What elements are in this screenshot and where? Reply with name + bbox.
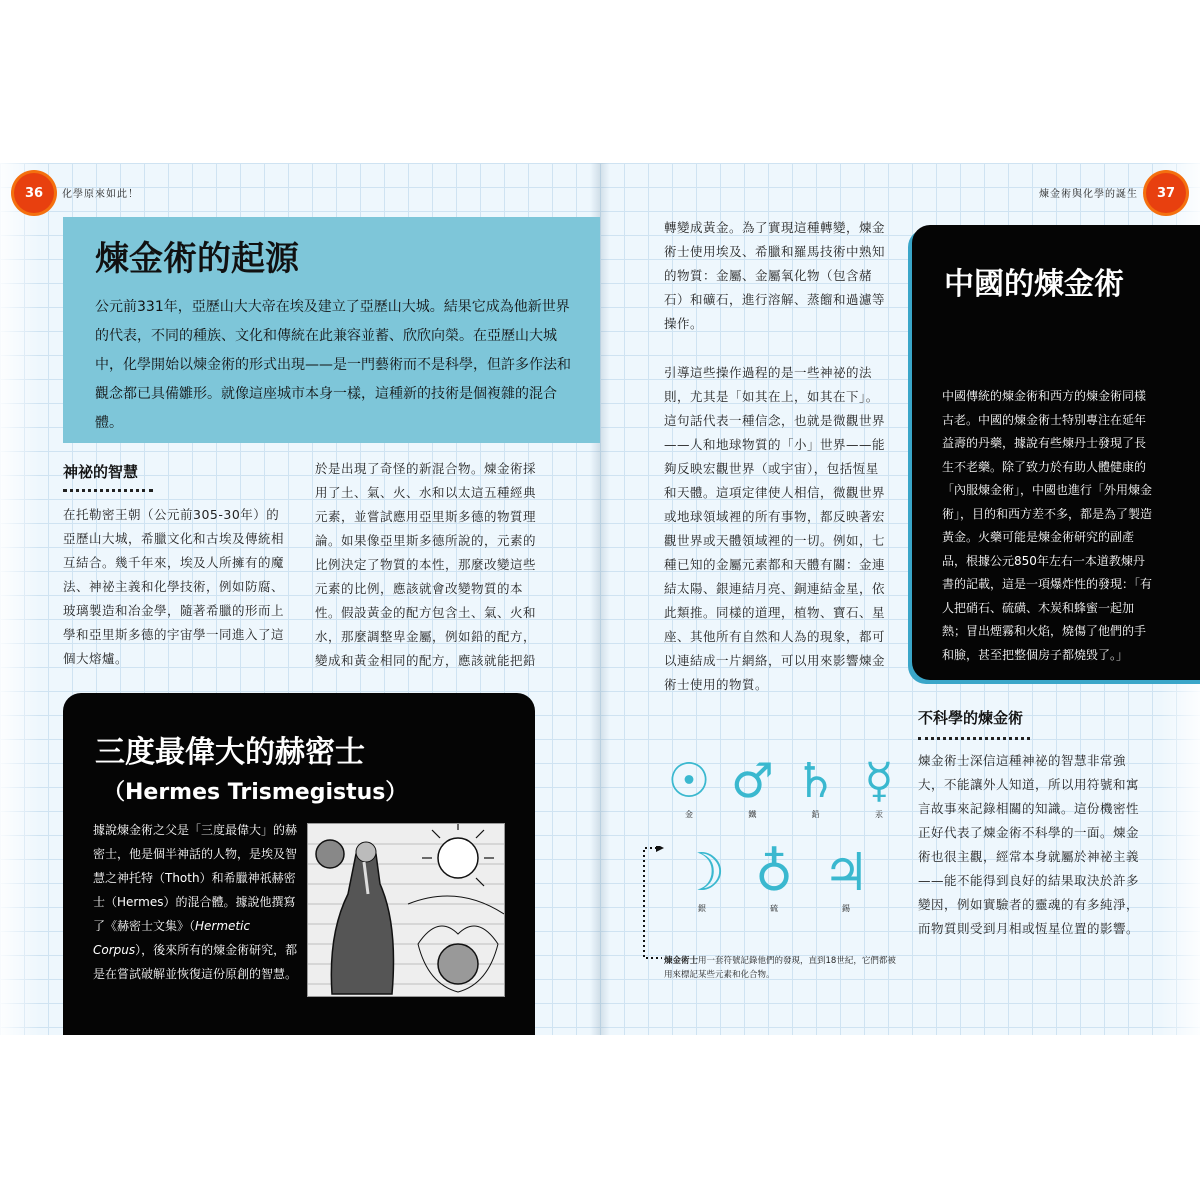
unscientific-text: 煉金術士深信這種神祕的智慧非常強大，不能讓外人知道，所以用符號和寓言故事來記錄相關的知識。這份機密性正好代表了煉金術不科學的一面。煉金術也很主觀，經常本身就屬於神祕主義——能不能得到良好的結果取決於許多變因，例如實驗者的靈魂的有多純淨，而物質則受到月相或恆星位置的影響。: [918, 753, 1140, 936]
unscientific-heading: 不科學的煉金術: [918, 709, 1024, 727]
middle-paragraph-1: 轉變成黃金。為了實現這種轉變，煉金術士使用埃及、希臘和羅馬技術中熟知的物質：金屬、金屬氧化物（包含赭石）和礦石，進行溶解、蒸餾和過濾等操作。: [664, 220, 886, 331]
moon-silver-symbol-icon: ☽: [678, 843, 726, 903]
symbols-row-2: [674, 843, 874, 914]
book-spread: [0, 163, 1200, 1035]
hermes-text-italic: Hermetic Corpus: [93, 919, 251, 957]
running-head-right: 煉金術與化學的誕生: [1039, 189, 1138, 200]
hermes-text-b: ），後來所有的煉金術研究，都是在嘗試破解並恢復這份原創的智慧。: [93, 943, 298, 981]
jupiter-tin-symbol-icon: ♃: [822, 843, 870, 903]
symbol-sulfur: [746, 843, 802, 914]
symbols-caption-bold: 煉金術士: [664, 956, 699, 966]
wisdom-heading: 神祕的智慧: [63, 463, 139, 481]
unscientific-heading-underline: [918, 737, 1030, 740]
saturn-lead-symbol-icon: ♄: [794, 753, 838, 809]
origin-text: 公元前331年，亞歷山大大帝在埃及建立了亞歷山大城。結果它成為他新世界的代表，不同的種族、文化和傳統在此兼容並蓄、欣欣向榮。在亞歷山大城中，化學開始以煉金術的形式出現——是一門藝術而不是科學，但許多作法和觀念都已具備雛形。就像這座城市本身一樣，這種新的技術是個複雜的混合體。: [95, 299, 571, 431]
sulfur-symbol-icon: ♁: [754, 843, 794, 903]
moon-face-shape: [438, 944, 478, 984]
hermes-box: [63, 693, 535, 1035]
symbol-gold: [664, 753, 714, 820]
sun-gold-symbol-icon: ☉: [667, 753, 711, 809]
symbol-label-silver: 銀: [698, 904, 706, 913]
china-title: 中國的煉金術: [944, 267, 1124, 302]
symbol-label-iron: 鐵: [748, 810, 757, 819]
symbols-row-1: [664, 753, 904, 820]
symbol-tin: [818, 843, 874, 914]
page-number-left: 36: [24, 185, 44, 201]
middle-paragraph-2: 引導這些操作過程的是一些神祕的法則，尤其是「如其在上，如其在下」。這句話代表一種信念，也就是微觀世界——人和地球物質的「小」世界——能夠反映宏觀世界（或宇宙），包括恆星和天體。這項定律使人相信，微觀世界或地球領域裡的所有事物，都反映著宏觀世界或天體領域裡的一切。例如，七種已知的金屬元素都和天體有關：金連結太陽、銀連結月亮、銅連結金星，依此類推。同樣的道理，植物、寶石、星座、其他所有自然和人為的現象，都可以連結成一片網絡，可以用來影響煉金術士使用的物質。: [664, 365, 886, 692]
globe-shape: [316, 840, 344, 868]
mars-iron-symbol-icon: ♂: [730, 753, 774, 809]
mercury-symbol-icon: ☿: [864, 753, 894, 809]
running-head-left: 化學原來如此！: [62, 189, 139, 200]
symbol-label-sulfur: 硫: [770, 904, 778, 913]
symbol-label-mercury: 汞: [874, 810, 883, 819]
china-alchemy-box: [912, 225, 1200, 680]
origin-intro-box: [63, 217, 600, 443]
caption-pointer-icon: [640, 846, 664, 964]
page-number-right: 37: [1156, 185, 1176, 201]
hermes-text: [93, 818, 298, 986]
symbol-label-gold: 金: [685, 810, 693, 819]
china-text: 中國傳統的煉金術和西方的煉金術同樣古老。中國的煉金術士特別專注在延年益壽的丹藥，據說有些煉丹士發現了長生不老藥。除了致力於有助人體健康的「內服煉金術」，中國也進行「外用煉金術」，目的和西方差不多，都是為了製造黃金。火藥可能是煉金術研究的副產品，根據公元850年左右一本道教煉丹書的記載，這是一項爆炸性的發現：「有人把硝石、硫磺、木炭和蜂蜜一起加熱；冒出煙霧和火焰，燒傷了他們的手和臉，甚至把整個房子都燒毀了。」: [942, 389, 1153, 662]
symbol-label-lead: 鉛: [811, 810, 820, 819]
sun-face-shape: [438, 838, 478, 878]
page-number-badge-left: [14, 173, 54, 213]
wisdom-heading-underline: [63, 489, 153, 492]
symbol-silver: [674, 843, 730, 914]
hermes-text-a: 據說煉金術之父是「三度最偉大」的赫密士，他是個半神話的人物，是埃及智慧之神托特（Thoth）和希臘神祇赫密士（Hermes）的混合體。據說他撰寫了《赫密士文集》（: [93, 823, 298, 933]
page-number-badge-right: [1146, 173, 1186, 213]
symbol-mercury: [854, 753, 904, 820]
symbol-iron: [727, 753, 777, 820]
hermes-engraving-image: [307, 823, 505, 997]
symbols-caption-text: 用一套符號記錄他們的發現，直到18世紀，它們都被用來標記某些元素和化合物。: [664, 956, 896, 980]
symbols-caption: [664, 954, 904, 982]
engraving-illustration: [308, 824, 504, 996]
symbol-label-tin: 錫: [842, 904, 850, 913]
hermes-subtitle: （Hermes Trismegistus）: [103, 780, 408, 805]
alchemy-symbols-diagram: [664, 753, 904, 933]
origin-title: 煉金術的起源: [95, 239, 299, 279]
wisdom-column-2: 於是出現了奇怪的新混合物。煉金術採用了土、氣、火、水和以太這五種經典元素，並嘗試應用亞里斯多德的物質理論。如果像亞里斯多德所說的，元素的比例決定了物質的本性，那麼改變這些元素的比例，應該就會改變物質的本性。假設黃金的配方包含土、氣、火和水，那麼調整卑金屬，例如鉛的配方，變成和黃金相同的配方，應該就能把鉛: [315, 461, 537, 668]
symbol-lead: [791, 753, 841, 820]
wisdom-column-1: 在托勒密王朝（公元前305-30年）的亞歷山大城，希臘文化和古埃及傳統相互結合。幾千年來，埃及人所擁有的魔法、神祕主義和化學技術，例如防腐、玻璃製造和冶金學，隨著希臘的形而上學和亞里斯多德的宇宙學一同進入了這個大熔爐。: [63, 507, 285, 666]
hermes-title: 三度最偉大的赫密士: [95, 735, 365, 770]
